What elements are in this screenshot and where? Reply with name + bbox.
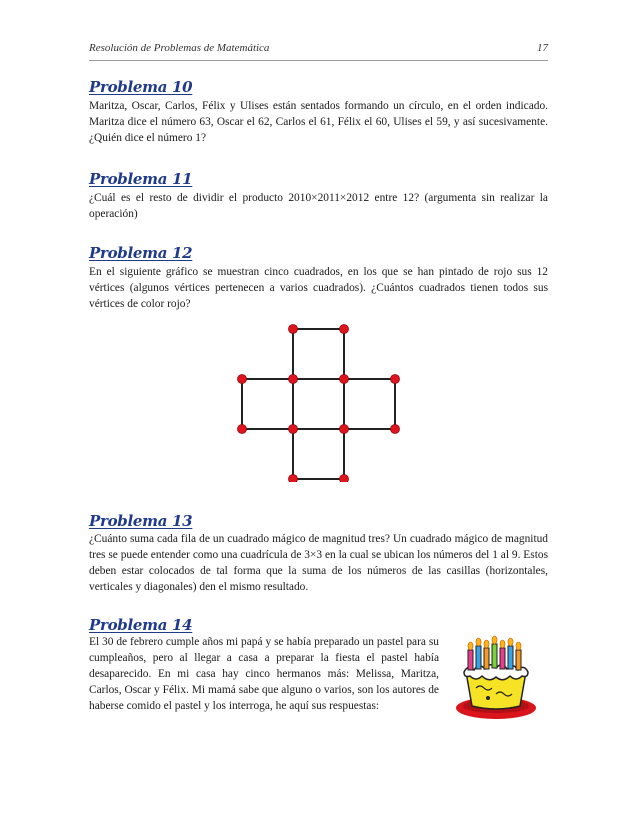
problem-14-text: El 30 de febrero cumple años mi papá y se había preparado un pastel para su cumpleaños, pero al llegar a casa a preparar la fiesta el pastel había desaparecido. En mi casa hay cinco hermanos más: Melissa, Maritza, Carlos, Oscar y Félix. Mi mamá sabe que alguno o varios, son los autores de haberse comido el pastel y los interroga, he aquí sus respuestas:: [89, 636, 439, 712]
vertex: [391, 425, 400, 434]
problem-11-text: ¿Cuál es el resto de dividir el producto 2010×2011×2012 entre 12? (argumenta sin realizar la operación): [89, 192, 548, 220]
square-left: [242, 379, 293, 429]
square-bottom: [293, 429, 344, 479]
square-center: [293, 379, 344, 429]
vertex: [340, 375, 349, 384]
vertex: [340, 325, 349, 334]
problem-12-title: Problema 12: [89, 244, 193, 262]
problem-11-title: Problema 11: [89, 170, 193, 188]
header-rule: [89, 60, 548, 61]
page-number: 17: [537, 42, 548, 54]
problem-14-title: Problema 14: [89, 616, 193, 634]
problem-12-text: En el siguiente gráfico se muestran cinco cuadrados, en los que se han pintado de rojo sus 12 vértices (algunos vértices pertenecen a varios cuadrados). ¿Cuántos cuadrados tienen todos sus vértices de color rojo?: [89, 266, 548, 310]
vertex: [289, 325, 298, 334]
vertex: [289, 475, 298, 483]
page-header: [89, 42, 548, 58]
vertex: [340, 475, 349, 483]
problem-13-title: Problema 13: [89, 512, 193, 530]
vertex: [238, 425, 247, 434]
square-top: [293, 329, 344, 379]
birthday-cake-icon: [450, 632, 542, 724]
problem-10-text: Maritza, Oscar, Carlos, Félix y Ulises están sentados formando un círculo, en el orden indicado. Maritza dice el número 63, Oscar el 62, Carlos el 61, Félix el 60, Ulises el 59, y así sucesivamente. ¿Quién dice el número 1?: [89, 100, 548, 144]
square-right: [344, 379, 395, 429]
vertex: [238, 375, 247, 384]
five-squares-figure: [232, 320, 412, 482]
vertex: [391, 375, 400, 384]
vertex: [340, 425, 349, 434]
header-title: Resolución de Problemas de Matemática: [89, 42, 270, 54]
vertex: [289, 375, 298, 384]
vertex: [289, 425, 298, 434]
problem-10-title: Problema 10: [89, 78, 193, 96]
problem-13-text: ¿Cuánto suma cada fila de un cuadrado mágico de magnitud tres? Un cuadrado mágico de magnitud tres se puede entender como una cuadrícula de 3×3 en la cual se ubican los números del 1 al 9. Estos deben estar colocados de tal forma que la suma de los números de las casillas (horizontales, verticales y diagonales) den el mismo resultado.: [89, 533, 548, 593]
